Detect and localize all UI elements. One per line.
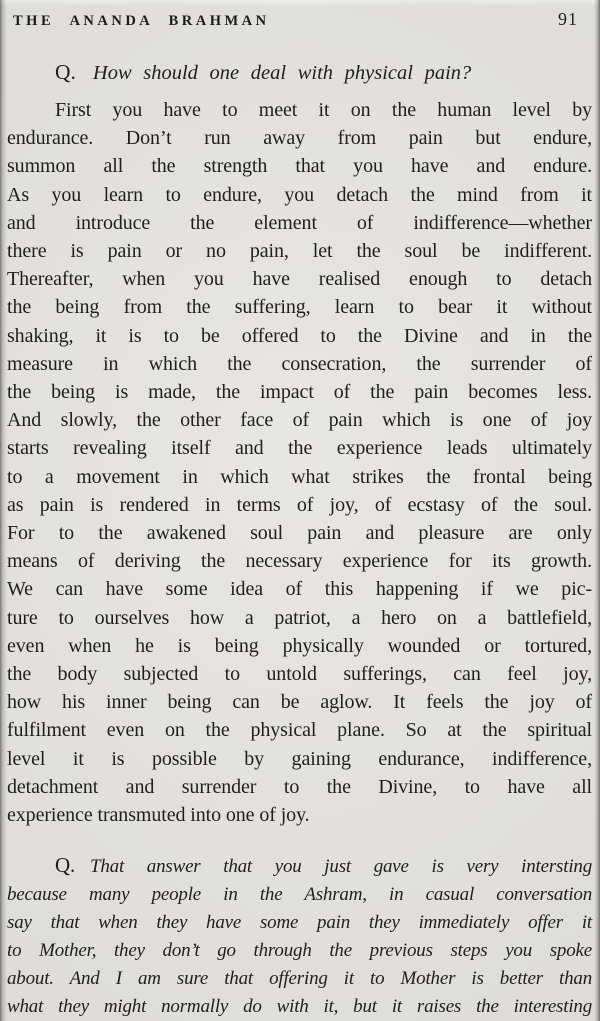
text-line: Q. That answer that you just gave is very intersting [55,853,592,878]
text-line: And slowly, the other face of pain which is one of joy [7,409,592,432]
text-line: For to the awakened soul pain and pleasure are only [7,522,592,545]
text-line: and introduce the element of indifference—whether [7,211,592,234]
text-line: to Mother, they don’t go through the previous steps you spoke [7,940,592,961]
text-line: say that when they have some pain they immediately offer it [7,912,592,934]
text-line: the being is made, the impact of the pain becomes less. [7,381,592,404]
text-line: First you have to meet it on the human level by [55,99,592,121]
text-line: endurance. Don’t run away from pain but endure, [7,127,592,150]
text-line: as pain is rendered in terms of joy, of ecstasy of the soul. [7,493,592,516]
text-line: the being from the suffering, learn to bear it without [7,296,592,319]
text-line: level it is possible by gaining endurance, indifference, [7,747,592,770]
question-label: Q. [55,853,76,878]
text-line: starts revealing itself and the experience leads ultimately [7,437,592,460]
question-1 [7,59,592,86]
text-line: there is pain or no pain, let the soul be indifferent. [7,240,592,263]
text-line: measure in which the consecration, the surrender of [7,352,592,375]
text-line: even when he is being physically wounded or tortured, [7,634,592,657]
running-head [7,0,592,33]
question-1-text: How should one deal with physical pain? [92,62,472,84]
running-head-title: THE ANANDA BRAHMAN [13,13,270,29]
question-2-paragraph [7,852,592,1020]
answer-paragraph [7,96,592,829]
text-line: experience transmuted into one of joy. [7,804,310,827]
text-line: what they might normally do with it, but it raises the interesting [7,995,592,1017]
text-line: We can have some idea of this happening if we pic- [7,578,592,601]
page-number: 91 [558,9,578,29]
text-line: because many people in the Ashram, in casual conversation [7,884,592,906]
text-line: how his inner being can be aglow. It feels the joy of [7,691,592,714]
text-line: to a movement in which what strikes the frontal being [7,465,592,488]
text-line: ture to ourselves how a patriot, a hero on a battlefield, [7,606,592,629]
text-line: Thereafter, when you have realised enough to detach [7,268,592,291]
question-1-label: Q. [55,60,76,84]
text-line: means of deriving the necessary experience for its growth. [7,550,592,573]
text-line: As you learn to endure, you detach the mind from it [7,183,592,206]
text-line: summon all the strength that you have and endure. [7,155,592,178]
text-line: the body subjected to untold sufferings, can feel joy, [7,663,592,686]
text-line: shaking, it is to be offered to the Divine and in the [7,324,592,347]
text-line: fulfilment even on the physical plane. So at the spiritual [7,719,592,742]
text-line: detachment and surrender to the Divine, to have all [7,775,592,798]
text-line: about. And I am sure that offering it to Mother is better than [7,967,592,989]
